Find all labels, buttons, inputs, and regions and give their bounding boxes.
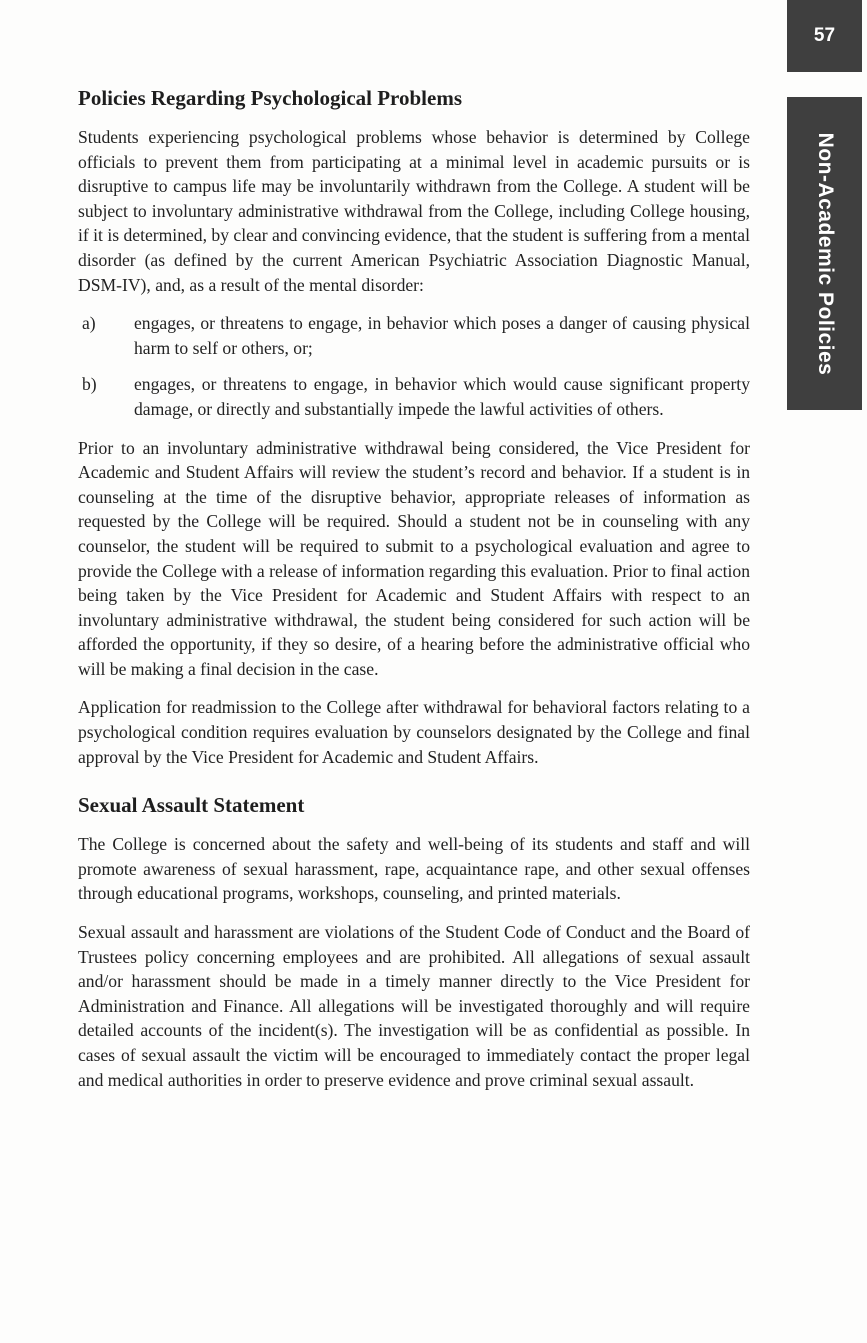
list-marker: b) <box>82 374 97 395</box>
list-item-text: engages, or threatens to engage, in behavior which poses a danger of causing physical harm to self or others, or; <box>134 313 750 358</box>
page-number-tab <box>787 0 862 72</box>
paragraph: The College is concerned about the safety and well-being of its students and staff and will promote awareness of sexual harassment, rape, acquaintance rape, and other sexual offenses through educational programs, workshops, counseling, and printed materials. <box>78 834 750 904</box>
section-tab <box>787 97 862 410</box>
page-content <box>78 86 750 1106</box>
page-number: 57 <box>813 25 836 46</box>
list-item <box>78 372 750 421</box>
section-heading: Policies Regarding Psychological Problems <box>78 86 462 110</box>
sexual-assault-section <box>78 793 750 1092</box>
section-tab-label: Non-Academic Policies <box>813 132 837 375</box>
paragraph: Sexual assault and harassment are violations of the Student Code of Conduct and the Board of Trustees policy concerning employees and are prohibited. All allegations of sexual assault and/or harassment should be made in a timely manner directly to the Vice President for Administration and Finance. All allegations will be investigated thoroughly and will require detailed accounts of the incident(s). The investigation will be as confidential as possible. In cases of sexual assault the victim will be encouraged to immediately contact the proper legal and medical authorities in order to preserve evidence and prove criminal sexual assault. <box>78 922 750 1090</box>
list-item <box>78 311 750 360</box>
psychological-problems-section <box>78 86 750 769</box>
conditions-list <box>78 311 750 421</box>
paragraph: Application for readmission to the College after withdrawal for behavioral factors relating to a psychological condition requires evaluation by counselors designated by the College and final approval by the Vice President for Academic and Student Affairs. <box>78 697 750 767</box>
section-heading: Sexual Assault Statement <box>78 793 305 818</box>
list-marker: a) <box>82 313 96 334</box>
paragraph: Students experiencing psychological problems whose behavior is determined by College officials to prevent them from participating at a minimal level in academic pursuits or is disruptive to campus life may be involuntarily withdrawn from the College. A student will be subject to involuntary administrative withdrawal from the College, including College housing, if it is determined, by clear and convincing evidence, that the student is suffering from a mental disorder (as defined by the current American Psychiatric Association Diagnostic Manual, DSM-IV), and, as a result of the mental disorder: <box>78 127 750 295</box>
paragraph: Prior to an involuntary administrative withdrawal being considered, the Vice President for Academic and Student Affairs will review the student’s record and behavior. If a student is in counseling at the time of the disruptive behavior, appropriate releases of information as requested by the College will be required. Should a student not be in counseling with any counselor, the student will be required to submit to a psychological evaluation and agree to provide the College with a release of information regarding this evaluation. Prior to final action being taken by the Vice President for Academic and Student Affairs with respect to an involuntary administrative withdrawal, the student being considered for such action will be afforded the opportunity, if they so desire, of a hearing before the administrative official who will be making a final decision in the case. <box>78 437 750 679</box>
list-item-text: engages, or threatens to engage, in behavior which would cause significant property damage, or directly and substantially impede the lawful activities of others. <box>134 374 750 419</box>
